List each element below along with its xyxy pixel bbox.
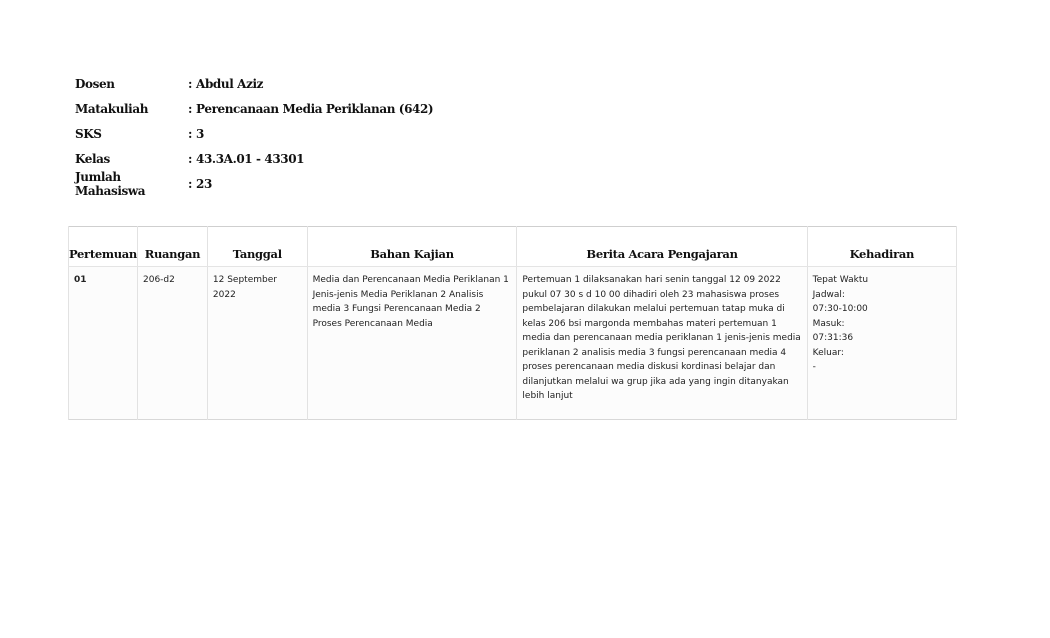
info-separator: : (188, 151, 193, 166)
info-row-sks (75, 122, 433, 147)
info-label: SKS (75, 126, 102, 141)
info-separator: : (188, 176, 193, 191)
header-tanggal: Tanggal (207, 227, 307, 267)
info-separator: : (188, 126, 193, 141)
info-value-dosen: Abdul Aziz (196, 77, 264, 92)
cell-bahan-kajian: Media dan Perencanaan Media Periklanan 1 Jenis-jenis Media Periklanan 2 Analisis media 3 Fungsi Perencanaan Media 2 Proses Perencanaan Media (307, 267, 517, 420)
course-info (75, 72, 433, 196)
teaching-journal-table (68, 226, 957, 420)
info-separator: : (188, 102, 193, 117)
info-row-matakuliah (75, 97, 433, 122)
attendance-masuk-value: 07:31:36 (812, 333, 854, 343)
cell-kehadiran (807, 267, 956, 420)
header-berita-acara: Berita Acara Pengajaran (517, 227, 807, 267)
table-row (69, 267, 957, 420)
info-row-jumlah-mahasiswa (75, 171, 433, 196)
info-value-jumlah-mahasiswa: 23 (196, 176, 212, 191)
attendance-keluar-label: Keluar: (812, 347, 844, 358)
header-ruangan: Ruangan (138, 227, 208, 267)
info-value-kelas: 43.3A.01 - 43301 (196, 151, 305, 166)
cell-berita-acara: Pertemuan 1 dilaksanakan hari senin tanggal 12 09 2022 pukul 07 30 s d 10 00 dihadiri oleh 23 mahasiswa proses pembelajaran dilakukan melalui pertemuan tatap muka di kelas 206 bsi margonda membahas materi pertemuan 1 media dan perencanaan media periklanan 1 jenis-jenis media periklanan 2 analisis media 3 fungsi perencanaan media 4 proses perencanaan media diskusi kordinasi belajar dan dilanjutkan melalui wa grup jika ada yang ingin ditanyakan lebih lanjut (517, 267, 807, 420)
attendance-keluar-value: - (812, 362, 816, 372)
attendance-status: Tepat Waktu (812, 275, 869, 285)
header-bahan-kajian: Bahan Kajian (307, 227, 517, 267)
cell-ruangan: 206-d2 (138, 267, 208, 420)
info-row-dosen (75, 72, 433, 97)
table-header-row (69, 227, 957, 267)
header-kehadiran: Kehadiran (807, 227, 956, 267)
info-value-sks: 3 (196, 126, 204, 141)
attendance-jadwal-value: 07:30-10:00 (812, 304, 868, 314)
cell-tanggal: 12 September 2022 (207, 267, 307, 420)
info-value-matakuliah: Perencanaan Media Periklanan (642) (196, 102, 434, 117)
info-label: Kelas (75, 151, 110, 166)
info-row-kelas (75, 146, 433, 171)
info-label: Matakuliah (75, 102, 149, 117)
attendance-masuk-label: Masuk: (812, 318, 845, 329)
attendance-jadwal-label: Jadwal: (812, 289, 845, 300)
info-label: Jumlah Mahasiswa (75, 169, 146, 198)
header-pertemuan: Pertemuan (69, 227, 138, 267)
info-label: Dosen (75, 77, 115, 92)
cell-pertemuan: 01 (69, 267, 138, 420)
info-separator: : (188, 77, 193, 92)
